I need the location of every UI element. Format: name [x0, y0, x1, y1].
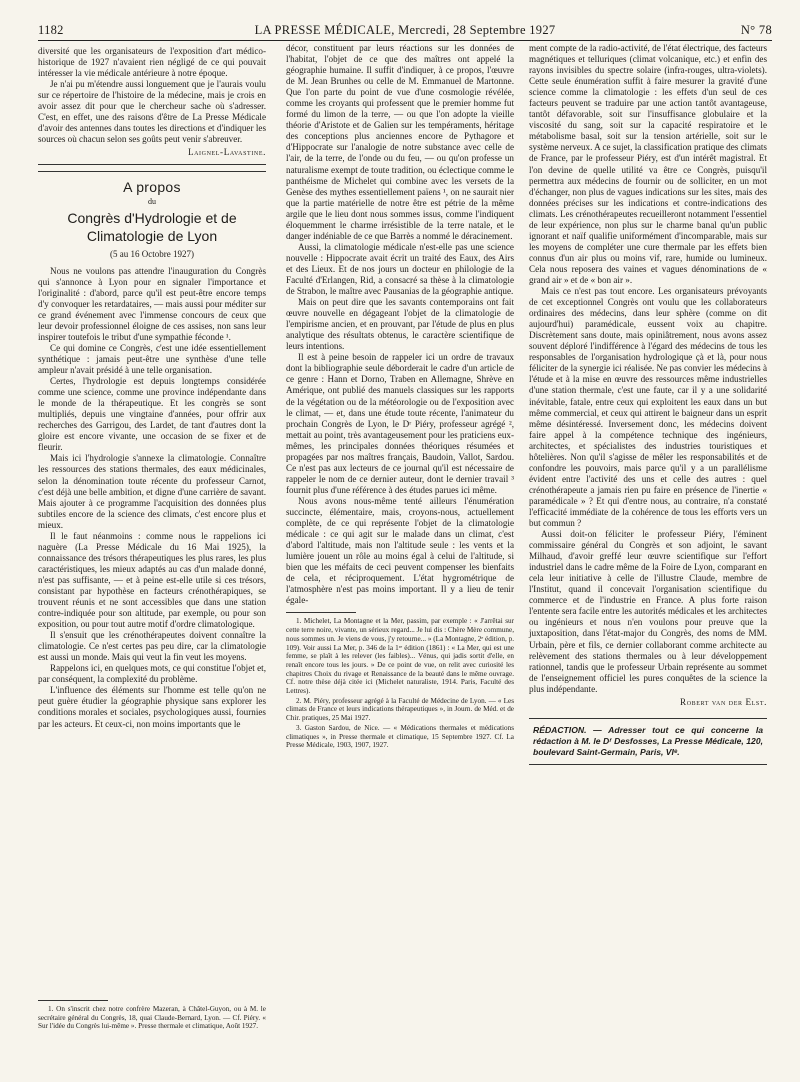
- heading-line-1: A propos: [123, 179, 181, 196]
- footnote: 1. On s'inscrit chez notre confrère Mazeran, à Châtel-Guyon, ou à M. le secrétaire général du Congrès, 18, quai Claude-Bernard, Lyon. — Cf. Piéry. « Sur l'idée du Congrès lui-même ». Presse thermale et climatique, Août 1927.: [38, 1005, 266, 1031]
- author-signature: Laignel-Lavastine.: [187, 147, 266, 158]
- footnotes: [38, 994, 266, 1032]
- article-title: Congrès d'Hydrologie et de Climatologie de Lyon: [67, 209, 237, 244]
- paragraph: Il le faut néanmoins : comme nous le rappelions ici naguère (La Presse Médicale du 16 Mai 1925), la connaissance des trésors thérapeutiques les plus rares, les plus caractéristiques, les mieux adaptés au cas d'un malade donné, n'est pas suffisante, — et à peine est-elle utile si ces trésors, consistant par hypothèse en facteurs crénothérapiques, se trouvent réunis et ne sont accessibles que dans une station contre-indiquée pour son altitude, par exemple, ou pour son exposition, ou pour tout autre motif d'ordre climatologique.: [38, 530, 266, 630]
- paragraph: Ce qui domine ce Congrès, c'est une idée essentiellement synthétique : jamais peut-être une synthèse d'une telle ampleur n'avait présidé à une telle organisation.: [38, 342, 266, 376]
- author-signature: Robert van der Elst.: [680, 696, 767, 707]
- paragraph: Je n'ai pu m'étendre aussi longuement que je l'aurais voulu sur ce répertoire de l'histoire de la médecine, mais je crois en avoir assez dit pour que le chercheur sache où s'adresser. C'est, en effet, une des raisons d'être de La Presse Médicale d'avoir des antennes dans toutes les directions et d'indiquer les sources où chacun selon ses goûts peut venir s'abreuver.: [38, 79, 266, 145]
- article-heading: [38, 179, 266, 259]
- paragraph: Il s'ensuit que les crénothérapeutes doivent connaître la climatologie. Ce n'est certes pas peu dire, car la climatologie est aussi un monde. Mais qui veut la fin veut les moyens.: [38, 630, 266, 663]
- heading-du: du: [148, 196, 156, 206]
- divider: [38, 164, 266, 165]
- running-header: [38, 22, 772, 41]
- footnote: 3. Gaston Sardou, de Nice. — « Médications thermales et médications climatiques », in Presse thermale et climatique, 15 Septembre 1927. Cf. La Presse Médicale, 1903, 1907, 1927.: [286, 723, 514, 750]
- paragraph: L'influence des éléments sur l'homme est telle qu'on ne peut guère étudier la géographie physique sans explorer les conditions morales et sociales, psychologiques aussi, fournies par les acteurs. Et ceux-ci, non moins importants que le: [38, 685, 266, 729]
- paragraph: Aussi doit-on féliciter le professeur Piéry, l'éminent commissaire général du Congrès et son adjoint, le savant Milhaud, d'avoir greffé leur œuvre scientifique sur l'effort industriel dans le cadre même de la Foire de Lyon, comparant en cela leur initiative à celle de l'illustre Claude, membre de l'Institut, quand il concevait l'organisation scientifique du commerce et de l'industrie en France. A plus forte raison l'entente sera facile entre les autorités médicales et les architectes ou ingénieurs et nous n'en voulons pour preuve que la juxtaposition, dans l'état-major du Congrès, des noms de MM. Urbain, père et fils, ce dernier collaborant comme architecte au relèvement des stations thermales ou à leur développement rationnel, tandis que le professeur Urbain représente au sommet de l'enseignement officiel les pures conquêtes de la science la plus indépendante.: [529, 529, 768, 694]
- footnote-rule: [286, 612, 356, 613]
- paragraph: Nous avons nous-même tenté ailleurs l'énumération succincte, élémentaire, mais, croyons-nous, actuellement complète, de ce qui représente l'objet de la climatologie médicale : ce qui agit sur le malade dans un climat, c'est d'abord l'altitude, mais non l'altitude seule : les vents et la lumière jouent un rôle au moins égal à celui de l'altitude, si bien que les méfaits de ceci peuvent compenser les bienfaits de cela, et réciproquement. L'état hygrométrique de l'atmosphère n'est pas moins important. Il y a lieu de tenir égale-: [286, 495, 514, 606]
- paragraph: Rappelons ici, en quelques mots, ce qui constitue l'objet et, par conséquent, la complexité du problème.: [38, 663, 266, 685]
- column-1: [38, 46, 266, 1031]
- redaction-notice: RÉDACTION. — Adresser tout ce qui concerne la rédaction à M. le Dʳ Desfosses, La Presse Médicale, 120, boulevard Saint-Germain, Paris, VIᵉ.: [529, 718, 767, 765]
- footnote: 2. M. Piéry, professeur agrégé à la Faculté de Médecine de Lyon. — « Les climats de France et leurs indications thérapeutiques », in Journ. de Méd. et de Chir. pratiques, 25 Mai 1927.: [286, 696, 514, 723]
- column-3: [529, 43, 767, 765]
- paragraph: Il est à peine besoin de rappeler ici un ordre de travaux dont la bibliographie seule déborderait le cadre d'un article de ce genre : Hann et Dorno, Traben en Allemagne, Shrève en Amérique, ont publié des manuels classiques sur les rapports de la végétation ou de la météorologie ou de l'exposition avec le climat, — et, dans une étude toute récente, l'animateur du prochain Congrès de Lyon, le Dʳ Piéry, professeur agrégé ², mettait au point, très avantageusement pour les praticiens eux-mêmes, les principales données théoriques résumées et propagées par nos maîtres français, Baudoin, Vallot, Sardou. Ce n'est pas aux lecteurs de ce journal qu'il est nécessaire de rappeler le nom de ce dernier auteur, dont le dernier travail ³ fournit plus d'une référence à des études parues ici même.: [286, 352, 514, 495]
- column-2: [286, 43, 514, 751]
- page-number: 1182: [38, 23, 64, 37]
- paragraph: Mais ici l'hydrologie s'annexe la climatologie. Connaître les ressources des stations thermales, des eaux médicinales, selon la dénomination toute récente du professeur Carnot, c'est déjà une belle ambition, et digne d'une carrière de savant. Mais ajouter à ce programme l'acquisition des données plus subtiles encore de la science des climats, c'est encore plus et mieux.: [38, 453, 266, 530]
- paragraph: Mais on peut dire que les savants contemporains ont fait œuvre nouvelle en dégageant l'objet de la climatologie de l'empirisme ancien, et en prouvant, par l'étude de plus en plus analytique des résultats obtenus, le caractère scientifique de leurs intentions.: [286, 297, 514, 352]
- paragraph: Mais ce n'est pas tout encore. Les organisateurs prévoyants de cet exceptionnel Congrès ont voulu que les collaborateurs ordinaires des médecins, dans leur sphère (comme on dit aujourd'hui) paramédicale, eussent voix au chapitre. Discrètement sans doute, mais opiniâtrement, nous avons assez souvent déploré l'indifférence à l'égard des médecins de tous les responsables de l'organisation hydrologique çà et là, pour nous féliciter de la synergie ici réalisée. Ne pas convier les médecins à l'étude et à la mise en œuvre des ressources même industrielles d'une station thermale, c'est une faute, car il y a une solidarité inévitable, fatale, entre ceux qui exploitent les eaux dans un but même commercial, et ceux qui attirent le baigneur dans un esprit même désintéressé. Inversement donc, les médecins doivent faire appel à la compétence technique des ingénieurs, architectes, et spécialistes des industries touristiques et hôtelières. Non qu'il s'agisse de mêler les responsabilités et de confondre les pouvoirs, mais parce qu'il y a un parallélisme évident entre l'activité des uns et celle des autres : quel crénothérapeute a jamais rien pu faire en présence de l'inertie « paramédicale » ? Et qui d'entre nous, au contraire, n'a constaté l'efficacité immédiate de la cohérence de tous les efforts vers un but commun ?: [529, 286, 767, 529]
- divider: [38, 171, 266, 172]
- journal-title: LA PRESSE MÉDICALE, Mercredi, 28 Septembre 1927: [254, 23, 556, 37]
- article-dates: (5 au 16 Octobre 1927): [110, 248, 194, 259]
- paragraph: Nous ne voulons pas attendre l'inauguration du Congrès qui s'annonce à Lyon pour en signaler l'importance et l'originalité : d'abord, parce qu'il est peut-être encore temps d'y convoquer les retardataires, — mais aussi pour méditer sur ce grand événement avec l'immense concours de ceux que leur devoir professionnel éloigne de ces assises, non sans leur inspirer toutefois le tribut d'une sympathie féconde ¹.: [38, 265, 266, 342]
- paragraph: décor, constituent par leurs réactions sur les données de l'habitat, l'objet de ce que des maîtres ont appelé la géographie humaine. Il suffit d'indiquer, à ce propos, l'œuvre de M. Jean Brunhes ou celle de M. Emmanuel de Martonne. Que l'on parte du point de vue d'une cosmologie révélée, comme les croyants qui professent que le premier homme fut formé du limon de la terre, — ou que l'on adopte la vieille théorie d'Aristote et de Galien sur les tempéraments, héritage des conceptions plus anciennes encore de Pythagore et d'Hippocrate sur l'analogie de notre substance avec celle de l'air, de la terre, de l'onde ou du feu, — ou qu'on professe un naturalisme exempt de toute tradition, ou éclectique comme le panthéisme de Michelet qui combine avec les versets de la Genèse des mythes essentiellement païens ¹, on ne saurait nier que la partie matérielle de notre être est pétrie de la même argile que le lieu dont nous sommes issus, comme l'indiquent éloquemment le charme irrésistible de la terre natale, et le danger indéniable de ce que Barrès a nommé le déracinement.: [286, 43, 514, 241]
- footnote-rule: [38, 1000, 108, 1001]
- issue-number: N° 78: [740, 23, 772, 37]
- paragraph: Aussi, la climatologie médicale n'est-elle pas une science nouvelle : Hippocrate avait écrit un traité des Eaux, des Airs et des Lieux. Et de nos jours un docteur en philologie de la Faculté d'Erlangen, Rid, a consacré sa thèse à la climatologie de Strabon, le maître avec Pausanias de la géographie antique.: [286, 241, 514, 297]
- footnote: 1. Michelet, La Montagne et la Mer, passim, par exemple : « J'arrêtai sur cette terre noire, vivante, un sérieux regard... Je lui dis : Chère Mère commune, nous sommes un. Je viens de vous, j'y retourne... » (La Montagne, 2ᵉ édition, p. 109). Voir aussi La Mer, p. 346 de la 1ʳᵉ édition (1861) : « La Mer, qui est une femme, se plaît à les relever (les faibles)... Vénus, qui jadis sortit d'elle, en renaît encore tous les jours. » De ce point de vue, on relit avec curiosité les chapitres Choix du rivage et Renaissance de la beauté dans le même ouvrage. Cf. notre thèse déjà citée ici (Michelet naturaliste, 1914. Paris, Faculté des Lettres).: [286, 617, 514, 696]
- paragraph: Certes, l'hydrologie est depuis longtemps considérée comme une science, comme une province indépendante dans le monde de la thérapeutique. Et les congrès se sont multipliés, depuis une vingtaine d'années, pour offrir aux recherches des Garrigou, des Lardet, de tant d'autres dont la gloire est encore vivante, une occasion de se fixer et de fleurir.: [38, 376, 266, 453]
- paragraph: diversité que les organisateurs de l'exposition d'art médico-historique de 1927 n'avaient rien négligé de ce qui pouvait intéresser la vie médicale antérieure à notre époque.: [38, 46, 266, 79]
- paragraph: ment compte de la radio-activité, de l'état électrique, des facteurs magnétiques et telluriques (climat volcanique, etc.) et enfin des rayons invisibles du spectre solaire (infra-rouges, ultra-violets). Cette seule énumération suffit à faire mesurer la gravité d'une science comme la climatologie : les effets d'un seul de ces facteurs peuvent se traduire par une action tantôt avantageuse, tantôt défavorable, soit sur l'insuffisance globulaire et la viscosité du sang, soit sur la capacité respiratoire et le métabolisme basal, soit sur la tension artérielle, soit sur le système nerveux. A ce sujet, la classification pratique des climats de France, par le professeur Piéry, est d'un intérêt magistral. Et l'on devine de quelle utilité va être ce Congrès, puisqu'il permettra aux médecins de fournir ou de solliciter, en un mot d'échanger, non plus de vagues indications sur les sites, mais des données précises sur les indications et contre-indications des climats. Les crénothérapeutes recueilleront notamment l'essentiel de leur expérience, non plus sur le charme banal qu'un public ignorant et naïf qualifie uniformément d'incomparable, mais sur les moyens de compléter une cure thermale par les effets bien connus d'un air plus ou moins vif, rare, humide ou lumineux. Cela nous reposera des vaines et vagues dénominations de « grand air » et de « bon air ».: [529, 43, 767, 285]
- footnotes: [286, 612, 514, 750]
